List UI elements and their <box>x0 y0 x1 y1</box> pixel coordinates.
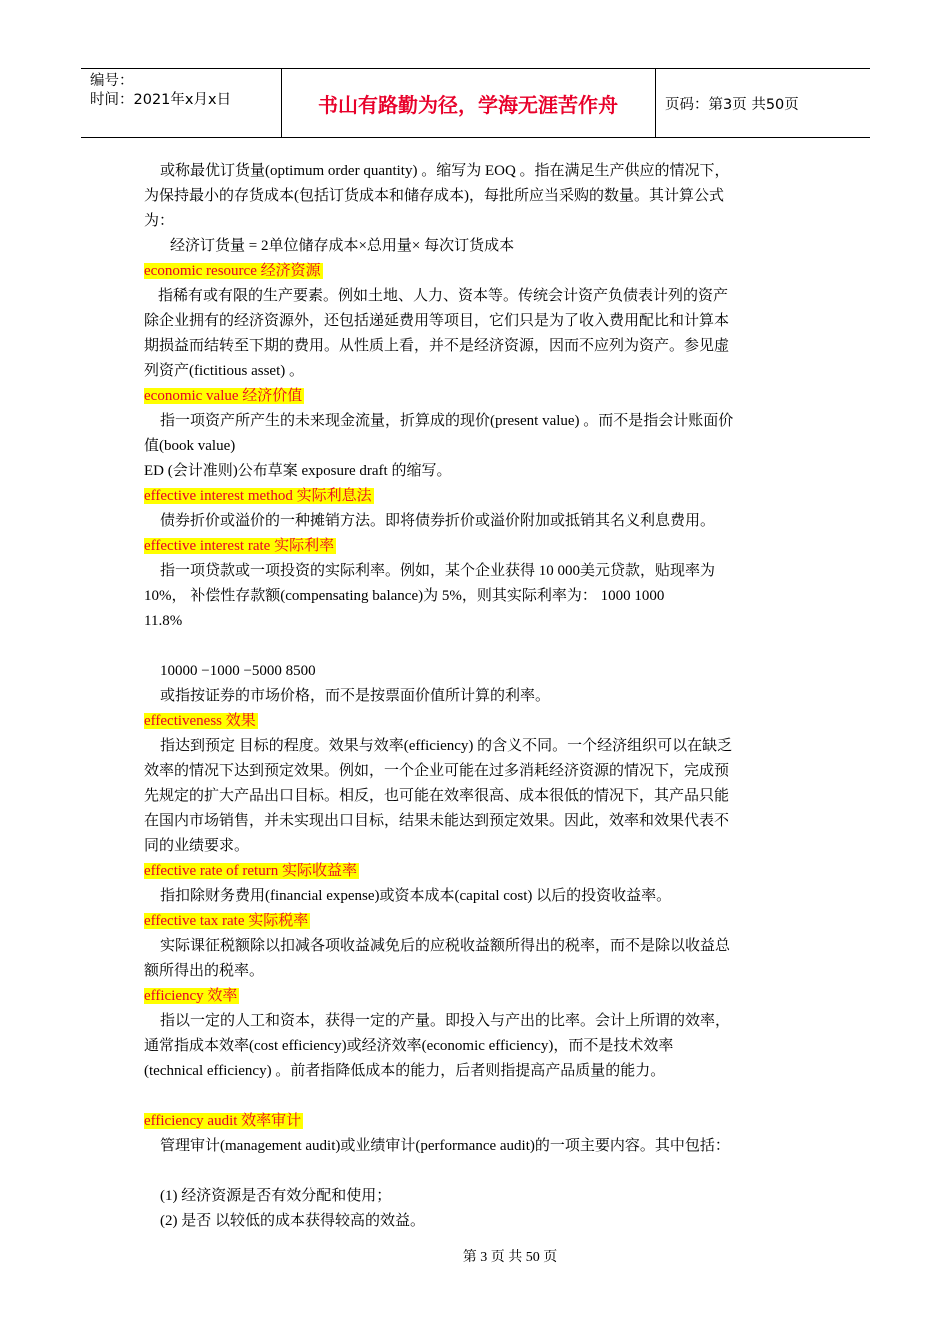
body-line: 通常指成本效率(cost efficiency)或经济效率(economic efficiency)，而不是技术效率 <box>144 1038 674 1054</box>
blank-line <box>144 634 808 659</box>
header-page-number: 页码：第3页 共50页 <box>665 96 799 113</box>
body-line: 除企业拥有的经济资源外，还包括递延费用等项目，它们只是为了收入费用配比和计算本 <box>144 313 730 329</box>
body-line: 同的业绩要求。 <box>144 838 250 854</box>
header-meta <box>90 72 231 110</box>
body-line: 指稀有或有限的生产要素。例如土地、人力、资本等。传统会计资产负债表计列的资产 <box>158 288 729 304</box>
body-line: 列资产(fictitious asset) 。 <box>144 363 304 379</box>
body-line: 额所得出的税率。 <box>144 963 265 979</box>
term-heading: effectiveness 效果 <box>144 713 256 729</box>
term-heading: economic value 经济价值 <box>144 388 303 404</box>
body-line: 指扣除财务费用(financial expense)或资本成本(capital cost) 以后的投资收益率。 <box>160 888 672 904</box>
body-line: 10%， 补偿性存款额(compensating balance)为 5%，则其实际利率为： 1000 1000 <box>144 588 665 604</box>
body-line: ED (会计准则)公布草案 exposure draft 的缩写。 <box>144 463 452 479</box>
body-line: 先规定的扩大产品出口目标。相反，也可能在效率很高、成本很低的情况下，其产品只能 <box>144 788 730 804</box>
term-heading: effective tax rate 实际税率 <box>144 913 309 929</box>
term-heading: efficiency audit 效率审计 <box>144 1113 302 1129</box>
term-heading: economic resource 经济资源 <box>144 263 321 279</box>
body-line: 期损益而结转至下期的费用。从性质上看，并不是经济资源，因而不应列为资产。参见虚 <box>144 338 730 354</box>
list-item: (2) 是否 以较低的成本获得较高的效益。 <box>160 1213 425 1229</box>
body-line: 指一项资产所产生的未来现金流量，折算成的现价(present value) 。而不是指会计账面价 <box>160 413 734 429</box>
body-line: 或指按证券的市场价格，而不是按票面价值所计算的利率。 <box>160 688 551 704</box>
body-line: 或称最优订货量(optimum order quantity) 。缩写为 EOQ 。指在满足生产供应的情况下， <box>160 163 730 179</box>
document-number-label: 编号： <box>90 73 134 89</box>
page-header <box>81 68 870 138</box>
document-date-label: 时间：2021年x月x日 <box>90 92 232 108</box>
body-line: (technical efficiency) 。前者指降低成本的能力，后者则指提高产品质量的能力。 <box>144 1063 666 1079</box>
term-heading: effective rate of return 实际收益率 <box>144 863 357 879</box>
body-line: 指一项贷款或一项投资的实际利率。例如，某个企业获得 10 000美元贷款，贴现率为 <box>160 563 716 579</box>
formula-line: 10000 −1000 −5000 8500 <box>160 663 316 679</box>
body-line: 效率的情况下达到预定效果。例如，一个企业可能在过多消耗经济资源的情况下，完成预 <box>144 763 730 779</box>
document-body <box>144 159 808 1234</box>
blank-line <box>144 1159 808 1184</box>
body-line: 在国内市场销售，并未实现出口目标，结果未能达到预定效果。因此，效率和效果代表不 <box>144 813 730 829</box>
blank-line <box>144 1084 808 1109</box>
body-line: 指达到预定 目标的程度。效果与效率(efficiency) 的含义不同。一个经济组织可以在缺乏 <box>160 738 733 754</box>
header-divider <box>655 69 656 137</box>
body-line: 债券折价或溢价的一种摊销方法。即将债券折价或溢价附加或抵销其名义利息费用。 <box>160 513 716 529</box>
body-line: 11.8% <box>144 613 183 629</box>
body-line: 为保持最小的存货成本(包括订货成本和储存成本)，每批所应当采购的数量。其计算公式 <box>144 188 724 204</box>
term-heading: effective interest method 实际利息法 <box>144 488 372 504</box>
term-heading: efficiency 效率 <box>144 988 238 1004</box>
header-motto: 书山有路勤为径，学海无涯苦作舟 <box>318 92 618 117</box>
page-footer: 第 3 页 共 50 页 <box>462 1250 558 1265</box>
body-line: 为： <box>144 213 175 229</box>
list-item: (1) 经济资源是否有效分配和使用； <box>160 1188 392 1204</box>
body-line: 实际课征税额除以扣减各项收益减免后的应税收益额所得出的税率，而不是除以收益总 <box>160 938 731 954</box>
formula-line: 经济订货量 = 2单位储存成本×总用量× 每次订货成本 <box>170 238 515 254</box>
body-line: 指以一定的人工和资本，获得一定的产量。即投入与产出的比率。会计上所谓的效率， <box>160 1013 731 1029</box>
body-line: 管理审计(management audit)或业绩审计(performance audit)的一项主要内容。其中包括： <box>160 1138 730 1154</box>
body-line: 值(book value) <box>144 438 236 454</box>
term-heading: effective interest rate 实际利率 <box>144 538 335 554</box>
